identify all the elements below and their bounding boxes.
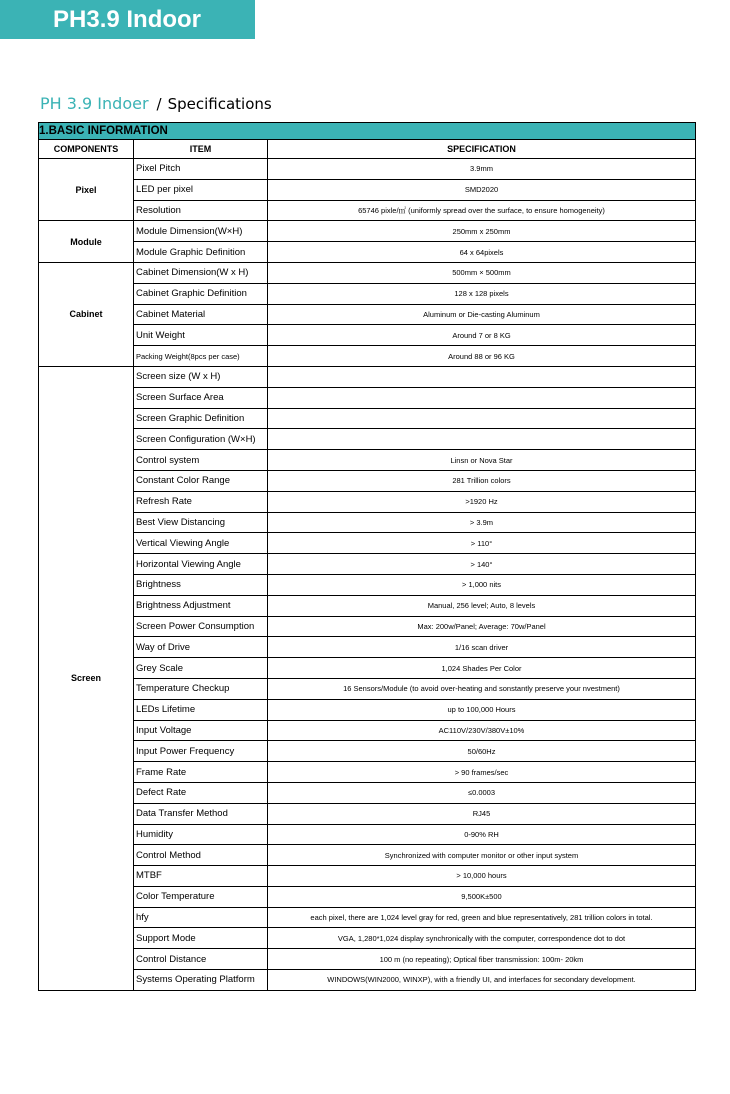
table-row bbox=[39, 179, 696, 200]
table-row bbox=[39, 200, 696, 221]
spec-cell: > 10,000 hours bbox=[268, 866, 696, 887]
item-cell: Packing Weight(8pcs per case) bbox=[134, 346, 268, 367]
table-row bbox=[39, 512, 696, 533]
spec-cell: Around 7 or 8 KG bbox=[268, 325, 696, 346]
item-cell: Control system bbox=[134, 450, 268, 471]
table-row bbox=[39, 366, 696, 387]
component-cell: Cabinet bbox=[39, 262, 134, 366]
item-cell: Screen Power Consumption bbox=[134, 616, 268, 637]
table-row bbox=[39, 845, 696, 866]
spec-cell: 128 x 128 pixels bbox=[268, 283, 696, 304]
heading-main: PH 3.9 Indoer bbox=[40, 94, 149, 113]
item-cell: Cabinet Material bbox=[134, 304, 268, 325]
spec-cell: Synchronized with computer monitor or other input system bbox=[268, 845, 696, 866]
item-cell: Control Method bbox=[134, 845, 268, 866]
item-cell: Systems Operating Platform bbox=[134, 970, 268, 991]
item-cell: Input Power Frequency bbox=[134, 741, 268, 762]
table-row bbox=[39, 554, 696, 575]
component-cell: Module bbox=[39, 221, 134, 263]
spec-cell bbox=[268, 429, 696, 450]
spec-cell: AC110V/230V/380V±10% bbox=[268, 720, 696, 741]
item-cell: Module Graphic Definition bbox=[134, 242, 268, 263]
table-row bbox=[39, 325, 696, 346]
table-row bbox=[39, 387, 696, 408]
spec-cell: 500mm × 500mm bbox=[268, 262, 696, 283]
spec-cell bbox=[268, 387, 696, 408]
table-row bbox=[39, 262, 696, 283]
spec-cell: 65746 pixle/㎡ (uniformly spread over the surface, to ensure homogeneity) bbox=[268, 200, 696, 221]
spec-cell: WINDOWS(WIN2000, WINXP), with a friendly UI, and interfaces for secondary development. bbox=[268, 970, 696, 991]
item-cell: Way of Drive bbox=[134, 637, 268, 658]
table-row bbox=[39, 886, 696, 907]
spec-cell: VGA, 1,280*1,024 display synchronically with the computer, correspondence dot to dot bbox=[268, 928, 696, 949]
item-cell: Resolution bbox=[134, 200, 268, 221]
spec-cell: Around 88 or 96 KG bbox=[268, 346, 696, 367]
item-cell: hfy bbox=[134, 907, 268, 928]
item-cell: Unit Weight bbox=[134, 325, 268, 346]
table-row bbox=[39, 242, 696, 263]
header-specification: SPECIFICATION bbox=[268, 140, 696, 159]
spec-cell: > 1,000 nits bbox=[268, 574, 696, 595]
spec-cell: 100 m (no repeating); Optical fiber transmission: 100m- 20km bbox=[268, 949, 696, 970]
spec-cell bbox=[268, 408, 696, 429]
spec-cell: 9,500K±500 bbox=[268, 886, 696, 907]
table-row bbox=[39, 678, 696, 699]
page-banner bbox=[0, 0, 255, 39]
table-row bbox=[39, 491, 696, 512]
table-row bbox=[39, 346, 696, 367]
table-row bbox=[39, 741, 696, 762]
item-cell: LEDs Lifetime bbox=[134, 699, 268, 720]
spec-cell: Max: 200w/Panel; Average: 70w/Panel bbox=[268, 616, 696, 637]
table-row bbox=[39, 408, 696, 429]
spec-cell: > 140° bbox=[268, 554, 696, 575]
spec-cell: 50/60Hz bbox=[268, 741, 696, 762]
table-row bbox=[39, 866, 696, 887]
item-cell: Screen Configuration (W×H) bbox=[134, 429, 268, 450]
table-row bbox=[39, 907, 696, 928]
item-cell: Constant Color Range bbox=[134, 470, 268, 491]
item-cell: Refresh Rate bbox=[134, 491, 268, 512]
spec-cell: > 90 frames/sec bbox=[268, 762, 696, 783]
section-row bbox=[39, 123, 696, 140]
item-cell: LED per pixel bbox=[134, 179, 268, 200]
table-row bbox=[39, 470, 696, 491]
item-cell: Horizontal Viewing Angle bbox=[134, 554, 268, 575]
spec-cell: ≤0.0003 bbox=[268, 782, 696, 803]
item-cell: Temperature Checkup bbox=[134, 678, 268, 699]
item-cell: Humidity bbox=[134, 824, 268, 845]
spec-cell: 281 Trillion colors bbox=[268, 470, 696, 491]
spec-cell: 0-90% RH bbox=[268, 824, 696, 845]
spec-cell: > 3.9m bbox=[268, 512, 696, 533]
header-components: COMPONENTS bbox=[39, 140, 134, 159]
table-row bbox=[39, 720, 696, 741]
spec-cell: > 110° bbox=[268, 533, 696, 554]
table-row bbox=[39, 429, 696, 450]
spec-cell: Manual, 256 level; Auto, 8 levels bbox=[268, 595, 696, 616]
item-cell: Module Dimension(W×H) bbox=[134, 221, 268, 242]
spec-cell bbox=[268, 366, 696, 387]
table-row bbox=[39, 824, 696, 845]
table-row bbox=[39, 283, 696, 304]
table-row bbox=[39, 574, 696, 595]
spec-cell: >1920 Hz bbox=[268, 491, 696, 512]
item-cell: Screen Graphic Definition bbox=[134, 408, 268, 429]
item-cell: Cabinet Dimension(W x H) bbox=[134, 262, 268, 283]
spec-cell: 16 Sensors/Module (to avoid over-heating and sonstantly preserve your nvestment) bbox=[268, 678, 696, 699]
item-cell: Data Transfer Method bbox=[134, 803, 268, 824]
item-cell: Grey Scale bbox=[134, 658, 268, 679]
spec-cell: up to 100,000 Hours bbox=[268, 699, 696, 720]
table-row bbox=[39, 304, 696, 325]
spec-cell: RJ45 bbox=[268, 803, 696, 824]
table-row bbox=[39, 616, 696, 637]
item-cell: Frame Rate bbox=[134, 762, 268, 783]
item-cell: Vertical Viewing Angle bbox=[134, 533, 268, 554]
table-row bbox=[39, 949, 696, 970]
item-cell: Brightness bbox=[134, 574, 268, 595]
item-cell: Pixel Pitch bbox=[134, 159, 268, 180]
spec-cell: 64 x 64pixels bbox=[268, 242, 696, 263]
table-row bbox=[39, 782, 696, 803]
item-cell: Brightness Adjustment bbox=[134, 595, 268, 616]
section-title: 1.BASIC INFORMATION bbox=[39, 123, 696, 140]
item-cell: Color Temperature bbox=[134, 886, 268, 907]
heading-separator: / bbox=[156, 95, 162, 113]
spec-cell: 3.9mm bbox=[268, 159, 696, 180]
spec-cell: 1/16 scan driver bbox=[268, 637, 696, 658]
header-item: ITEM bbox=[134, 140, 268, 159]
banner-title: PH3.9 Indoor bbox=[53, 6, 202, 33]
spec-table bbox=[38, 122, 696, 991]
item-cell: Screen Surface Area bbox=[134, 387, 268, 408]
item-cell: Input Voltage bbox=[134, 720, 268, 741]
spec-cell: each pixel, there are 1,024 level gray for red, green and blue representatively, 281 trillion colors in total. bbox=[268, 907, 696, 928]
table-row bbox=[39, 970, 696, 991]
spec-cell: Aluminum or Die-casting Aluminum bbox=[268, 304, 696, 325]
item-cell: Screen size (W x H) bbox=[134, 366, 268, 387]
table-row bbox=[39, 533, 696, 554]
item-cell: Best View Distancing bbox=[134, 512, 268, 533]
item-cell: Defect Rate bbox=[134, 782, 268, 803]
item-cell: MTBF bbox=[134, 866, 268, 887]
table-row bbox=[39, 658, 696, 679]
table-row bbox=[39, 928, 696, 949]
table-row bbox=[39, 637, 696, 658]
table-row bbox=[39, 699, 696, 720]
section-heading bbox=[40, 94, 272, 114]
table-row bbox=[39, 803, 696, 824]
spec-cell: SMD2020 bbox=[268, 179, 696, 200]
spec-cell: 250mm x 250mm bbox=[268, 221, 696, 242]
table-row bbox=[39, 762, 696, 783]
table-row bbox=[39, 595, 696, 616]
component-cell: Screen bbox=[39, 366, 134, 990]
table-row bbox=[39, 450, 696, 471]
spec-cell: 1,024 Shades Per Color bbox=[268, 658, 696, 679]
header-row bbox=[39, 140, 696, 159]
table-row bbox=[39, 159, 696, 180]
heading-sub: Specifications bbox=[167, 95, 272, 113]
item-cell: Cabinet Graphic Definition bbox=[134, 283, 268, 304]
component-cell: Pixel bbox=[39, 159, 134, 221]
spec-cell: Linsn or Nova Star bbox=[268, 450, 696, 471]
item-cell: Control Distance bbox=[134, 949, 268, 970]
item-cell: Support Mode bbox=[134, 928, 268, 949]
table-row bbox=[39, 221, 696, 242]
